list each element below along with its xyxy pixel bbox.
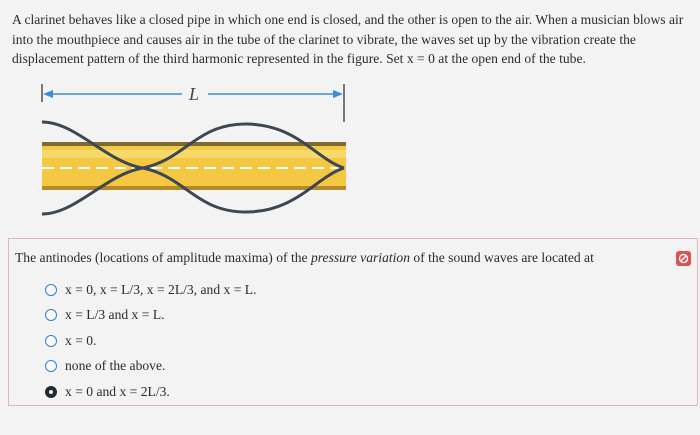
- prompt-prefix: The antinodes (locations of amplitude maxima) of the: [15, 250, 311, 265]
- answer-option-1[interactable]: [45, 277, 257, 303]
- radio-option-1[interactable]: [45, 284, 57, 296]
- length-arrowhead-right: [333, 90, 343, 98]
- prompt-suffix: of the sound waves are located at: [410, 250, 594, 265]
- answer-option-3[interactable]: [45, 328, 257, 354]
- radio-option-3[interactable]: [45, 335, 57, 347]
- option-label: x = 0, x = L/3, x = 2L/3, and x = L.: [65, 281, 257, 297]
- radio-option-4[interactable]: [45, 360, 57, 372]
- length-label: L: [188, 84, 200, 104]
- third-harmonic-figure: [36, 82, 366, 222]
- question-text: A clarinet behaves like a closed pipe in which one end is closed, and the other is open to the air. When a musician blows air into the mouthpiece and causes air in the tube of the clarinet to vibrate, the waves set up by the vibration create the displacement pattern of the third harmonic represented in the figure. Set x = 0 at the open end of the tube.: [12, 12, 684, 66]
- option-label: x = 0.: [65, 332, 97, 348]
- tube-bottom-edge: [42, 186, 346, 190]
- answer-options: [45, 277, 257, 405]
- option-label: x = L/3 and x = L.: [65, 307, 165, 323]
- incorrect-status-icon: [676, 251, 691, 266]
- answer-option-5[interactable]: [45, 379, 257, 405]
- prohibited-icon: [678, 253, 689, 264]
- answer-option-4[interactable]: [45, 354, 257, 380]
- prompt-emphasis: pressure variation: [310, 250, 411, 265]
- option-label: none of the above.: [65, 358, 166, 374]
- option-label: x = 0 and x = 2L/3.: [65, 383, 170, 399]
- tube-highlight: [42, 150, 346, 158]
- answer-panel: [8, 238, 698, 406]
- radio-option-2[interactable]: [45, 309, 57, 321]
- radio-option-5[interactable]: [45, 386, 57, 398]
- length-arrowhead-left: [43, 90, 53, 98]
- answer-prompt: [15, 250, 594, 266]
- answer-option-2[interactable]: [45, 303, 257, 329]
